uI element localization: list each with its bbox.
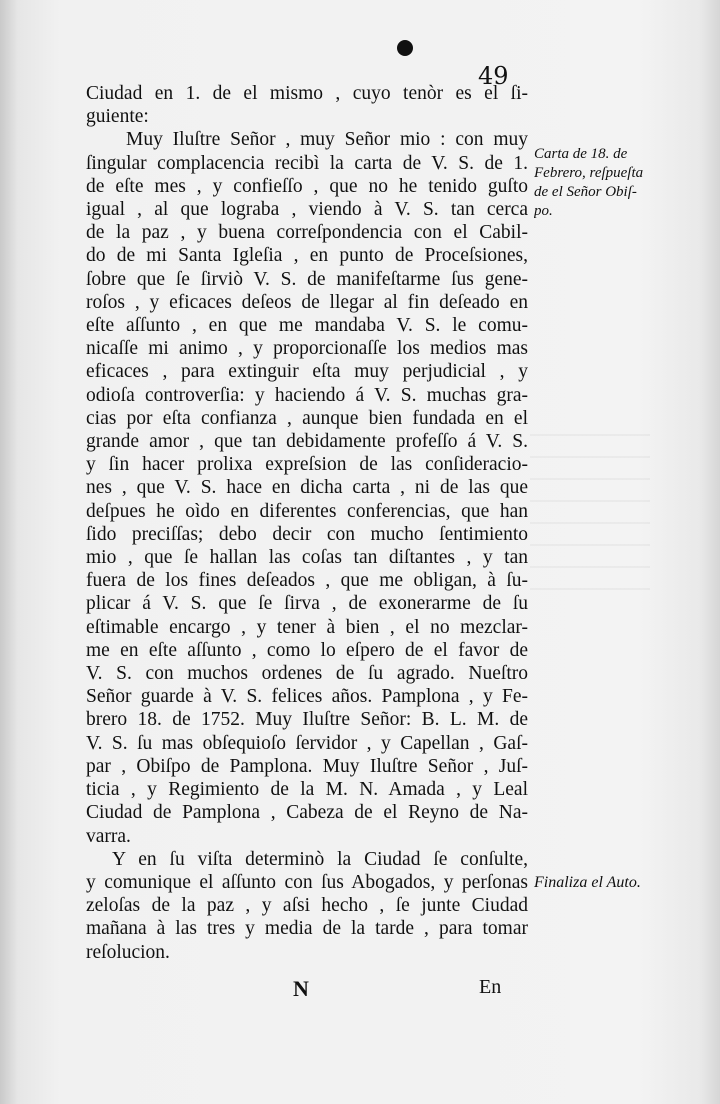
text-line: eſtimable encargo , y tener à bien , el no mezclar-	[86, 616, 528, 638]
margin-note-line: po.	[534, 203, 553, 219]
text-line: me en eſte aſſunto , como lo eſpero de el favor de	[86, 639, 528, 661]
catchword: En	[479, 976, 502, 998]
text-line: nes , que V. S. hace en dicha carta , ni de las que	[86, 477, 528, 499]
text-line: Señor guarde à V. S. felices años. Pamplona , y Fe-	[86, 686, 528, 708]
binding-hole	[397, 40, 413, 56]
text-line: y comunique el aſſunto con ſus Abogados, y perſonas	[86, 871, 528, 893]
text-line: ſobre que ſe ſirviò V. S. de manifeſtarme ſus gene-	[86, 268, 528, 290]
text-line: deſpues he oìdo en diferentes conferencias, que han	[86, 500, 528, 522]
text-line: ſingular complacencia recibì la carta de V. S. de 1.	[86, 152, 528, 174]
text-line: grande amor , que tan debidamente profeſſo á V. S.	[86, 431, 528, 453]
signature-mark: N	[293, 976, 309, 1001]
text-line: guiente:	[86, 106, 149, 128]
margin-note-finaliza: Finaliza el Auto.	[534, 874, 641, 891]
text-line: Ciudad de Pamplona , Cabeza de el Reyno de Na-	[86, 802, 528, 824]
text-line: do de mi Santa Igleſia , en punto de Proceſsiones,	[86, 245, 528, 267]
main-text-block	[86, 82, 528, 964]
text-line: de eſte mes , y confieſſo , que no he tenido guſto	[86, 175, 528, 197]
text-line: igual , al que lograba , viendo à V. S. tan cerca	[86, 199, 528, 221]
text-line: V. S. con muchos ordenes de ſu agrado. Nueſtro	[86, 663, 528, 685]
text-line: mio , que ſe hallan las coſas tan diſtantes , y tan	[86, 547, 528, 569]
text-line: Y en ſu viſta determinò la Ciudad ſe conſulte,	[112, 848, 528, 870]
text-line: Ciudad en 1. de el mismo , cuyo tenòr es el ſi-	[86, 83, 528, 104]
text-line: roſos , y eficaces deſeos de llegar al fin deſeado en	[86, 291, 528, 313]
text-line: cias por eſta confianza , aunque bien fundada en el	[86, 407, 528, 429]
text-line: plicar á V. S. que ſe ſirva , de exonerarme de ſu	[86, 593, 528, 615]
margin-note-line: Febrero, reſpueſta	[534, 165, 644, 181]
text-line: par , Obiſpo de Pamplona. Muy Iluſtre Señor , Juſ-	[86, 755, 528, 777]
margin-note-line: Carta de 18. de	[534, 146, 628, 162]
margin-note-carta	[534, 145, 714, 221]
text-line: de la paz , y buena correſpondencia con el Cabil-	[86, 222, 528, 244]
text-line: nicaſſe mi animo , y proporcionaſſe los medios mas	[86, 338, 528, 360]
text-line: ticia , y Regimiento de la M. N. Amada , y Leal	[86, 779, 528, 801]
text-line: fuera de los fines deſeados , que me obligan, à ſu-	[86, 570, 528, 592]
text-line: eſte aſſunto , en que me mandaba V. S. le comu-	[86, 315, 528, 337]
text-line: V. S. ſu mas obſequioſo ſervidor , y Capellan , Gaſ-	[86, 732, 528, 754]
text-line: ſido preciſſas; debo decir con mucho ſentimiento	[86, 523, 528, 545]
margin-note-line: de el Señor Obiſ-	[534, 184, 637, 200]
text-line: y ſin hacer prolixa expreſsion de las conſideracio-	[86, 454, 528, 476]
text-line: zeloſas de la paz , y aſsi hecho , ſe junte Ciudad	[86, 895, 528, 917]
text-line: mañana à las tres y media de la tarde , para tomar	[86, 918, 528, 940]
text-line: varra.	[86, 825, 131, 847]
page-number: 49	[478, 62, 509, 90]
text-line: Muy Iluſtre Señor , muy Señor mio : con muy	[126, 129, 528, 151]
text-line: reſolucion.	[86, 941, 170, 963]
text-line: odioſa controverſia: y haciendo á V. S. muchas gra-	[86, 384, 528, 406]
bleed-through-texture	[530, 420, 650, 590]
text-line: eficaces , para extinguir eſta muy perjudicial , y	[86, 361, 528, 383]
text-line: brero 18. de 1752. Muy Iluſtre Señor: B. L. M. de	[86, 709, 528, 731]
